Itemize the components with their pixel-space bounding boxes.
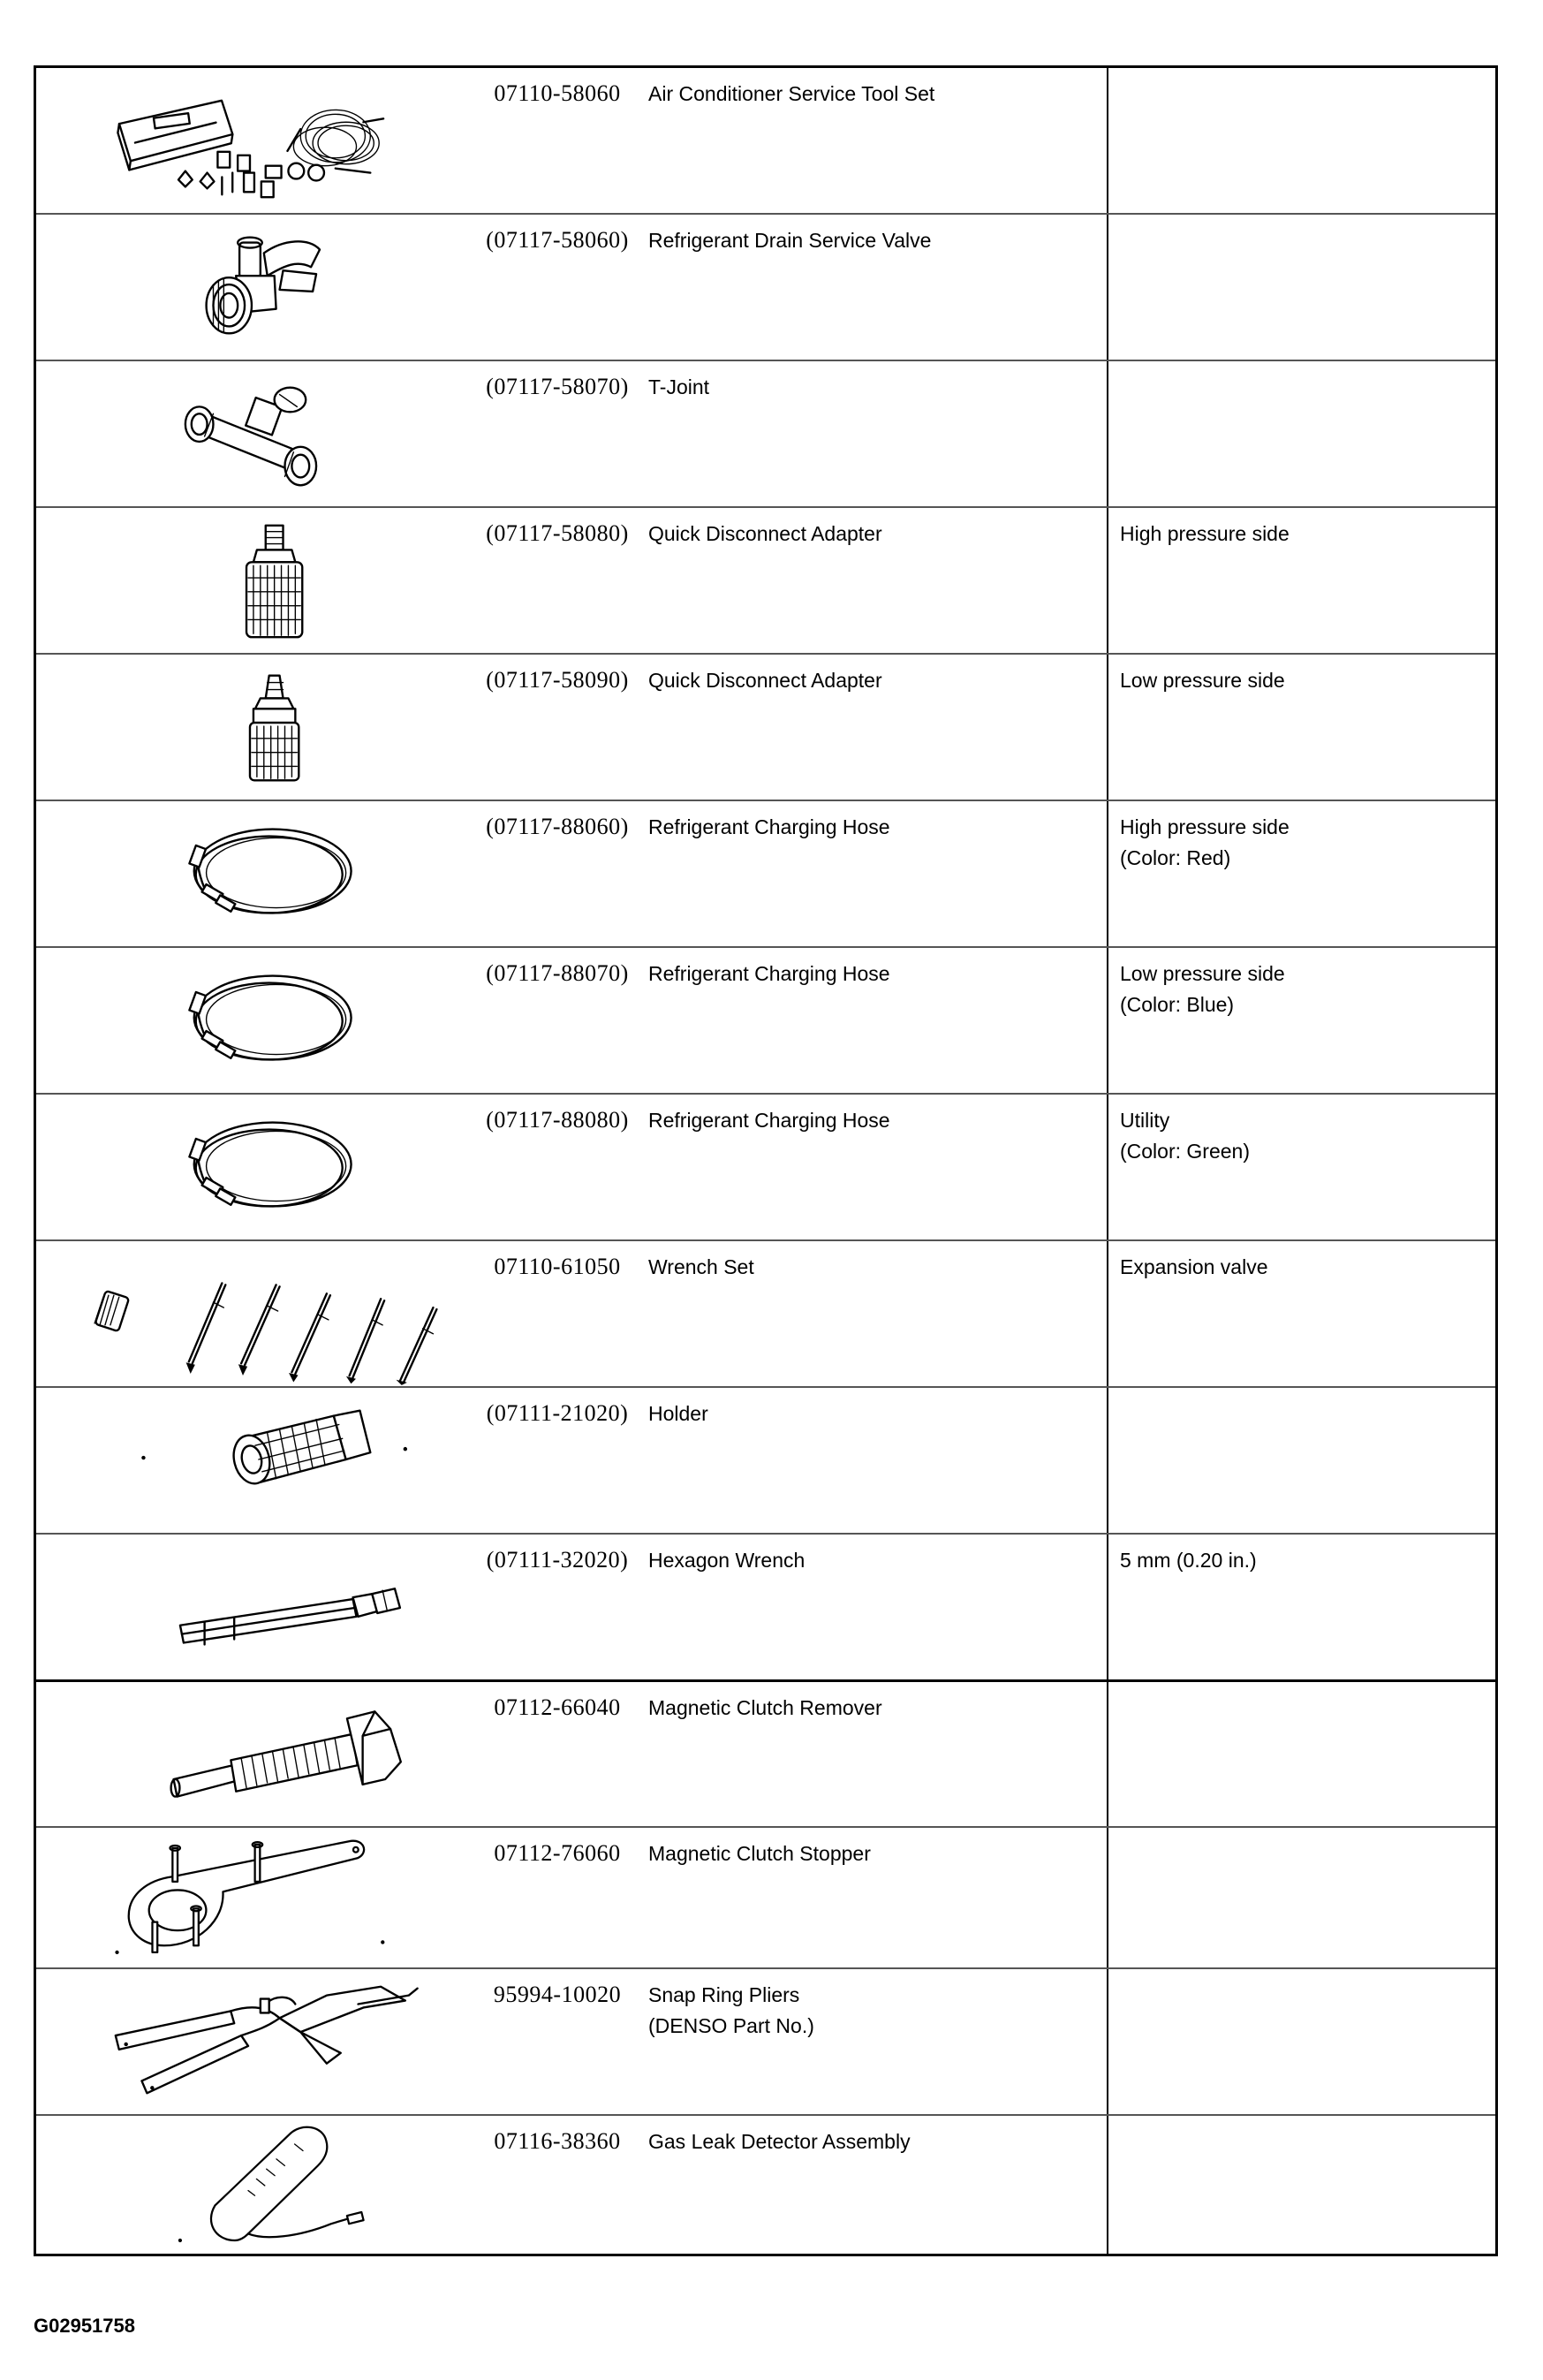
part-number: 07112-76060 bbox=[494, 1840, 621, 1866]
part-number: 07110-58060 bbox=[494, 80, 621, 106]
tool-name-line: Gas Leak Detector Assembly bbox=[648, 2130, 911, 2153]
tool-name bbox=[648, 2126, 1125, 2157]
tool-note-line: High pressure side bbox=[1120, 522, 1290, 545]
tool-name-line: Air Conditioner Service Tool Set bbox=[648, 82, 935, 105]
wrench-set-icon bbox=[36, 1241, 460, 1386]
tool-name-line: Holder bbox=[648, 1402, 708, 1425]
part-number: (07117-58060) bbox=[486, 227, 629, 253]
tool-row bbox=[36, 1682, 1495, 1828]
tool-row bbox=[36, 1388, 1495, 1535]
tool-name-line: Refrigerant Charging Hose bbox=[648, 962, 890, 985]
tool-note-line: (Color: Green) bbox=[1120, 1140, 1250, 1163]
tool-name bbox=[648, 1105, 1125, 1136]
special-service-tools-table bbox=[34, 65, 1498, 2256]
tool-name bbox=[648, 225, 1125, 256]
gas-leak-detector-icon bbox=[36, 2116, 460, 2254]
tool-name-line: Refrigerant Charging Hose bbox=[648, 1109, 890, 1132]
tool-name-line: Quick Disconnect Adapter bbox=[648, 522, 882, 545]
t-joint-icon bbox=[36, 361, 460, 506]
tool-row bbox=[36, 655, 1495, 801]
tool-name bbox=[648, 812, 1125, 843]
tool-note-line: 5 mm (0.20 in.) bbox=[1120, 1549, 1257, 1572]
part-number: (07117-58090) bbox=[486, 667, 629, 693]
tool-name bbox=[648, 1252, 1125, 1283]
holder-icon bbox=[36, 1388, 460, 1533]
tool-note bbox=[1120, 1252, 1491, 1283]
tool-note-line: Utility bbox=[1120, 1109, 1170, 1132]
tool-name bbox=[648, 1980, 1125, 2042]
tool-name bbox=[648, 1545, 1125, 1576]
part-number: (07111-32020) bbox=[486, 1547, 629, 1573]
tool-note-line: (Color: Red) bbox=[1120, 846, 1231, 869]
tool-note-line: (Color: Blue) bbox=[1120, 993, 1235, 1016]
tool-note bbox=[1120, 665, 1491, 696]
quick-disconnect-adapter-icon bbox=[36, 655, 460, 800]
tool-row bbox=[36, 361, 1495, 508]
tool-name bbox=[648, 1838, 1125, 1869]
figure-id: G02951758 bbox=[34, 2315, 135, 2337]
tool-note-line: High pressure side bbox=[1120, 815, 1290, 838]
tool-row bbox=[36, 1828, 1495, 1969]
tool-name bbox=[648, 79, 1125, 110]
part-number: (07117-88060) bbox=[486, 814, 629, 839]
charging-hose-icon bbox=[36, 801, 460, 946]
tool-row bbox=[36, 1969, 1495, 2116]
tool-name-line: Magnetic Clutch Stopper bbox=[648, 1842, 871, 1865]
part-number: (07117-58080) bbox=[486, 520, 629, 546]
tool-row bbox=[36, 948, 1495, 1095]
tool-note bbox=[1120, 812, 1491, 874]
tool-name bbox=[648, 959, 1125, 989]
tool-row bbox=[36, 801, 1495, 948]
tool-row bbox=[36, 68, 1495, 215]
tool-note-line: Expansion valve bbox=[1120, 1255, 1268, 1278]
tool-row bbox=[36, 215, 1495, 361]
tool-name-line: Refrigerant Charging Hose bbox=[648, 815, 890, 838]
tool-row bbox=[36, 2116, 1495, 2254]
part-number: 95994-10020 bbox=[493, 1982, 622, 2007]
part-number: (07111-21020) bbox=[486, 1400, 629, 1426]
tool-name-line: Refrigerant Drain Service Valve bbox=[648, 229, 932, 252]
service-tool-set-icon bbox=[36, 68, 460, 213]
clutch-stopper-icon bbox=[36, 1828, 460, 1967]
tool-name bbox=[648, 1693, 1125, 1724]
tool-name-line: Snap Ring Pliers bbox=[648, 1983, 800, 2006]
tool-name bbox=[648, 519, 1125, 550]
tool-note bbox=[1120, 1545, 1491, 1576]
clutch-remover-icon bbox=[36, 1682, 460, 1826]
tool-note bbox=[1120, 959, 1491, 1020]
tool-name-line: Hexagon Wrench bbox=[648, 1549, 806, 1572]
tool-row bbox=[36, 508, 1495, 655]
tool-row bbox=[36, 1241, 1495, 1388]
tool-note bbox=[1120, 519, 1491, 550]
tool-name-line: Magnetic Clutch Remover bbox=[648, 1696, 882, 1719]
part-number: (07117-58070) bbox=[486, 374, 629, 399]
tool-name-line: Wrench Set bbox=[648, 1255, 754, 1278]
tool-note-line: Low pressure side bbox=[1120, 962, 1285, 985]
tool-row bbox=[36, 1535, 1495, 1682]
tool-row bbox=[36, 1095, 1495, 1241]
hexagon-wrench-icon bbox=[36, 1535, 460, 1679]
tool-name-line: (DENSO Part No.) bbox=[648, 2014, 814, 2037]
charging-hose-icon bbox=[36, 948, 460, 1093]
part-number: (07117-88070) bbox=[486, 960, 629, 986]
tool-note bbox=[1120, 1105, 1491, 1167]
part-number: 07116-38360 bbox=[494, 2128, 621, 2154]
part-number: 07112-66040 bbox=[494, 1694, 621, 1720]
tool-name-line: T-Joint bbox=[648, 375, 710, 398]
charging-hose-icon bbox=[36, 1095, 460, 1239]
snap-ring-pliers-icon bbox=[36, 1969, 460, 2114]
part-number: 07110-61050 bbox=[494, 1254, 621, 1279]
tool-name bbox=[648, 372, 1125, 403]
tool-name bbox=[648, 665, 1125, 696]
quick-disconnect-adapter-icon bbox=[36, 508, 460, 653]
drain-service-valve-icon bbox=[36, 215, 460, 360]
tool-note-line: Low pressure side bbox=[1120, 669, 1285, 692]
tool-name-line: Quick Disconnect Adapter bbox=[648, 669, 882, 692]
tool-name bbox=[648, 1398, 1125, 1429]
part-number: (07117-88080) bbox=[486, 1107, 629, 1133]
